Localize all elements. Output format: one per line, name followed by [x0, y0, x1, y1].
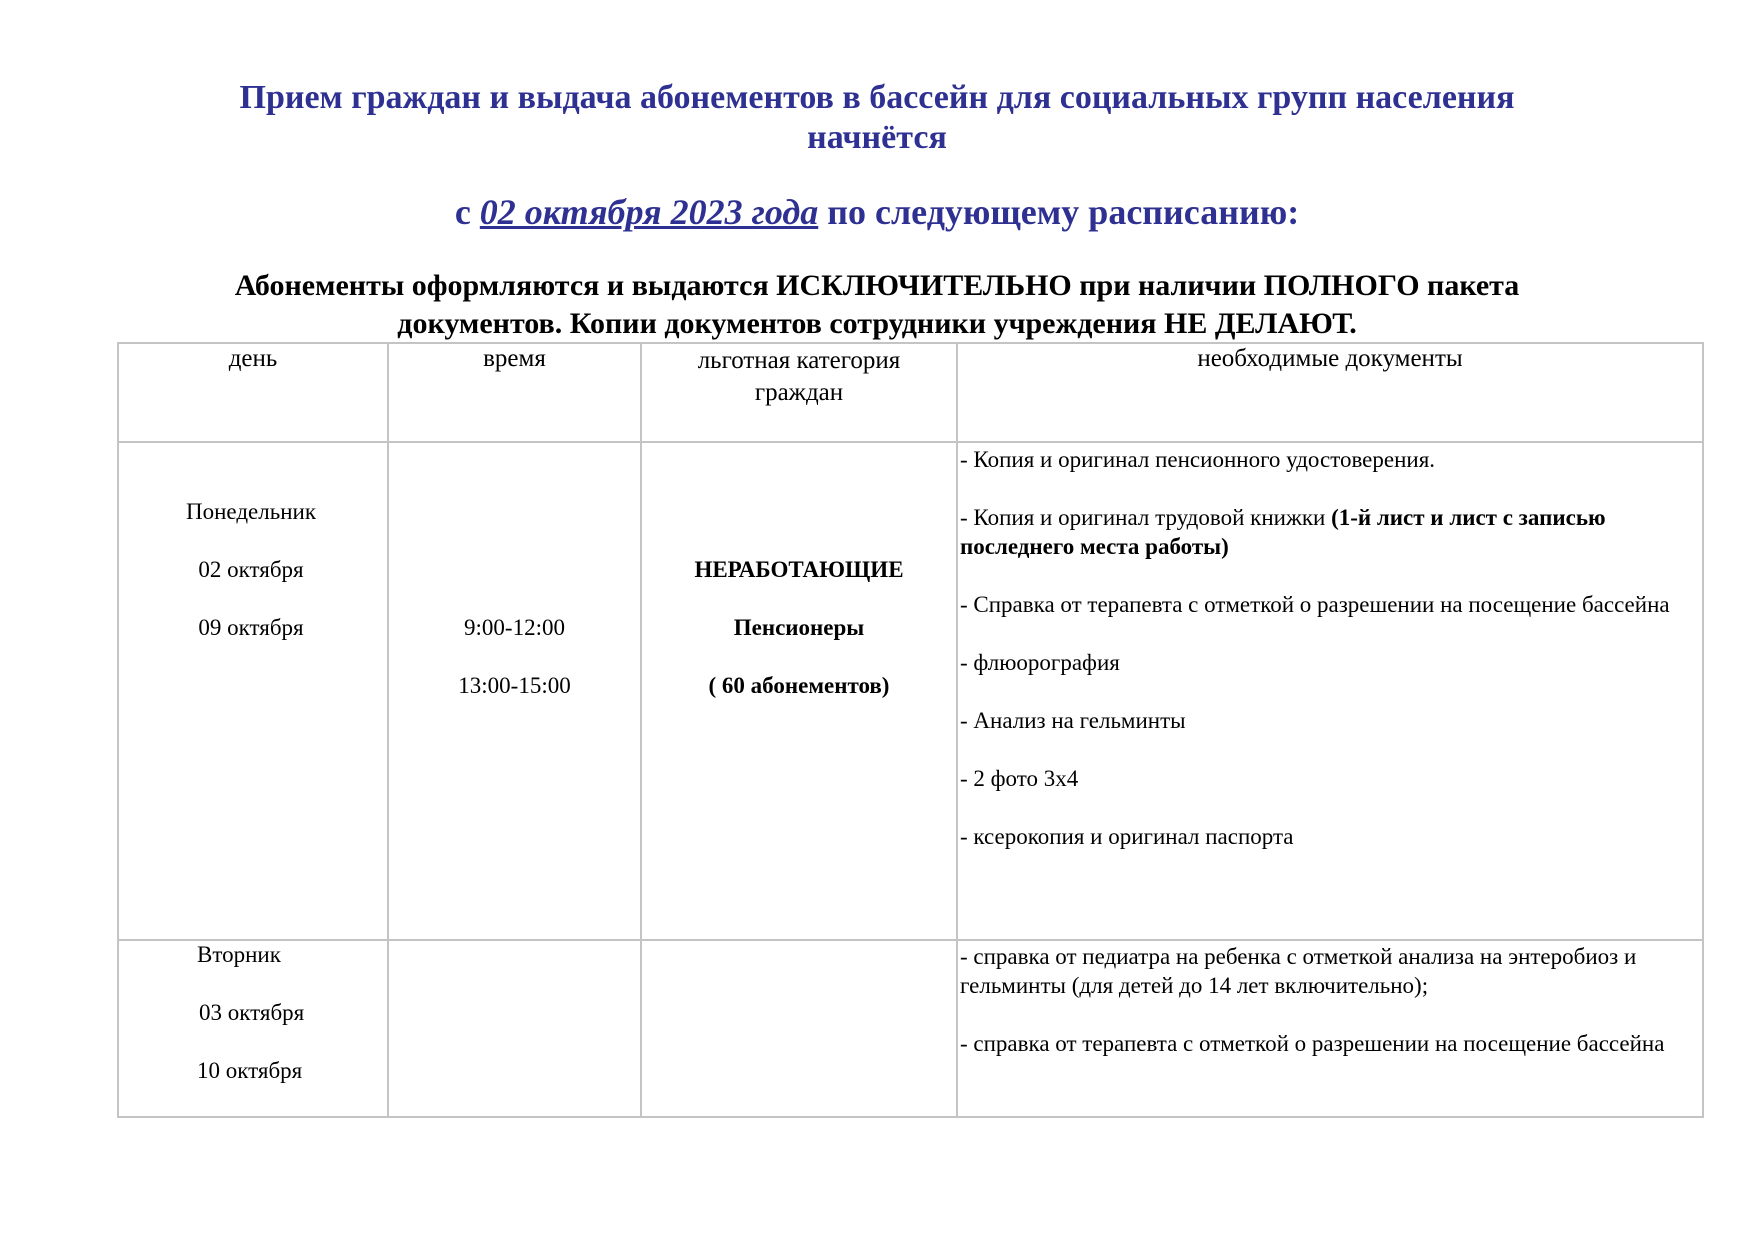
notice-line-2: документов. Копии документов сотрудники учреждения НЕ ДЕЛАЮТ. — [397, 307, 1357, 340]
schedule-table — [117, 342, 1704, 1118]
tuesday-documents-cell — [957, 940, 1703, 1117]
doc-item: - ксерокопия и оригинал паспорта — [960, 824, 1294, 849]
doc-item: - справка от педиатра на ребенка с отметкой анализа на энтеробиоз и гельминты (для детей до 14 лет включительно); — [960, 944, 1637, 998]
doc-item: - Копия и оригинал пенсионного удостоверения. — [960, 447, 1436, 472]
header-day: день — [118, 343, 388, 442]
title-line-2: начнётся — [807, 119, 947, 156]
category-line-2: Пенсионеры — [733, 615, 865, 640]
date-1: 03 октября — [199, 1000, 305, 1025]
monday-time-cell — [388, 442, 641, 940]
page-title — [0, 78, 1754, 158]
table-header-row — [118, 343, 1703, 442]
table-row — [118, 940, 1703, 1117]
monday-documents-cell — [957, 442, 1703, 940]
start-date-line — [0, 190, 1754, 234]
header-category-line-1: льготная категория — [697, 347, 901, 374]
time-slot-2: 13:00-15:00 — [458, 673, 571, 698]
doc-item: - Справка от терапевта с отметкой о разрешении на посещение бассейна — [960, 592, 1670, 617]
category-line-1: НЕРАБОТАЮЩИЕ — [694, 557, 904, 582]
doc-item: - Копия и оригинал трудовой книжки (1-й лист и лист с записью последнего места работы) — [960, 505, 1606, 559]
table-row — [118, 442, 1703, 940]
title-line-1: Прием граждан и выдача абонементов в бассейн для социальных групп населения — [239, 79, 1515, 116]
category-line-3: ( 60 абонементов) — [708, 673, 890, 698]
date-suffix: по следующему расписанию: — [818, 192, 1300, 232]
header-time: время — [388, 343, 641, 442]
start-date: 02 октября 2023 года — [479, 192, 819, 232]
tuesday-category-cell — [641, 940, 957, 1117]
doc-item: - Анализ на гельминты — [960, 708, 1186, 733]
notice-line-1: Абонементы оформляются и выдаются ИСКЛЮЧИТЕЛЬНО при наличии ПОЛНОГО пакета — [234, 269, 1520, 302]
header-category — [641, 343, 957, 442]
header-documents: необходимые документы — [957, 343, 1703, 442]
monday-category-cell — [641, 442, 957, 940]
documents-notice — [0, 267, 1754, 343]
date-prefix: с — [454, 192, 480, 232]
time-slot-1: 9:00-12:00 — [464, 615, 565, 640]
doc-item: - справка от терапевта с отметкой о разрешении на посещение бассейна — [960, 1031, 1665, 1056]
tuesday-day-cell — [118, 940, 388, 1117]
doc-item: - 2 фото 3х4 — [960, 766, 1079, 791]
header-category-line-2: граждан — [754, 379, 844, 406]
date-1: 02 октября — [198, 557, 304, 582]
date-2: 09 октября — [198, 615, 304, 640]
date-2: 10 октября — [197, 1058, 303, 1083]
doc-item: - флюорография — [960, 650, 1120, 675]
tuesday-time-cell — [388, 940, 641, 1117]
day-name: Понедельник — [186, 499, 316, 524]
day-name: Вторник — [197, 942, 281, 967]
monday-day-cell — [118, 442, 388, 940]
